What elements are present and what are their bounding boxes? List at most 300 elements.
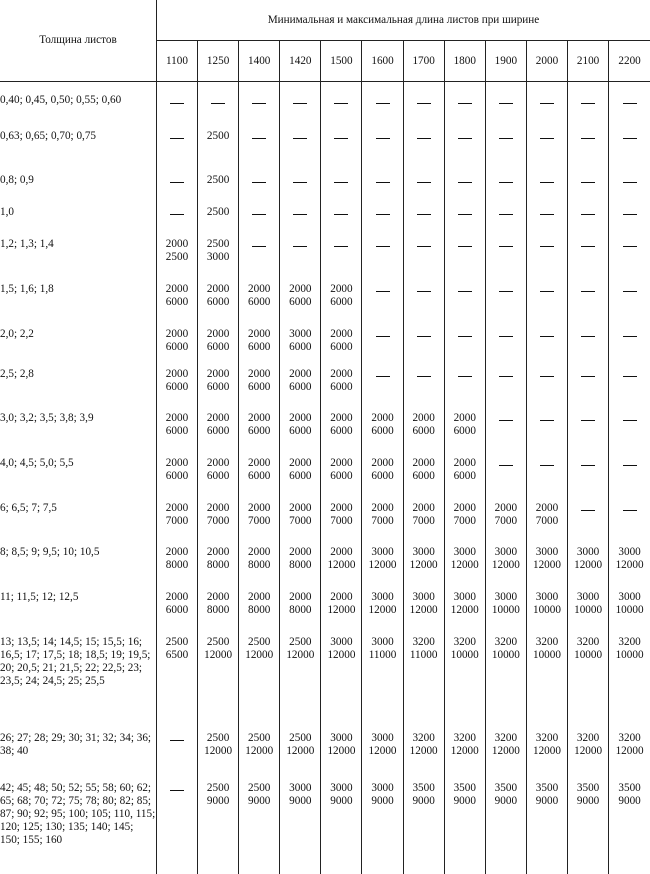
length-cell xyxy=(609,502,650,546)
length-cell xyxy=(156,636,197,732)
length-cell xyxy=(198,457,239,502)
max-length: 10000 xyxy=(491,603,520,616)
max-length: 6000 xyxy=(330,295,353,308)
min-length: 2000 xyxy=(165,456,189,469)
max-length: 3000 xyxy=(206,250,230,263)
length-cell xyxy=(280,368,321,412)
dash-mark xyxy=(458,103,472,104)
max-length: 6000 xyxy=(412,424,435,437)
max-length: 6500 xyxy=(165,648,189,661)
table-row xyxy=(0,412,650,457)
max-length: 12000 xyxy=(368,558,397,571)
dash-mark xyxy=(581,214,595,215)
thickness-cell: 0,8; 0,9 xyxy=(0,174,156,206)
max-length: 9000 xyxy=(248,794,271,807)
length-cell xyxy=(609,546,650,591)
max-length: 6000 xyxy=(330,424,353,437)
width-header-cell: 1600 xyxy=(362,41,403,82)
length-cell xyxy=(403,502,444,546)
length-cell xyxy=(280,283,321,328)
length-cell xyxy=(526,457,567,502)
min-length: 2000 xyxy=(494,501,518,514)
max-length: 9000 xyxy=(289,794,312,807)
length-cell xyxy=(609,283,650,328)
min-length: 2000 xyxy=(289,411,312,424)
dash-mark xyxy=(211,103,225,104)
length-cell xyxy=(403,412,444,457)
length-cell xyxy=(362,82,403,130)
max-length: 12000 xyxy=(491,744,520,757)
max-length: 10000 xyxy=(532,603,561,616)
min-length: 2500 xyxy=(206,129,230,142)
length-cell xyxy=(321,412,362,457)
min-length: 2000 xyxy=(535,501,559,514)
min-length: 3000 xyxy=(289,781,312,794)
length-cell xyxy=(403,206,444,238)
max-length: 9000 xyxy=(618,794,641,807)
dash-mark xyxy=(170,740,184,741)
thickness-cell: 6; 6,5; 7; 7,5 xyxy=(0,502,156,546)
length-cell xyxy=(362,591,403,636)
length-cell xyxy=(444,457,485,502)
max-length: 12000 xyxy=(574,744,603,757)
min-length: 2000 xyxy=(330,456,353,469)
min-length: 2000 xyxy=(371,456,394,469)
min-length: 2000 xyxy=(412,411,435,424)
max-length: 9000 xyxy=(371,794,394,807)
width-header-cell: 1420 xyxy=(280,41,321,82)
length-cell xyxy=(239,412,280,457)
max-length: 6000 xyxy=(165,603,189,616)
length-cell xyxy=(444,732,485,782)
max-length: 6000 xyxy=(330,380,353,393)
length-cell xyxy=(156,412,197,457)
length-cell xyxy=(609,457,650,502)
length-cell xyxy=(280,457,321,502)
max-length: 12000 xyxy=(491,558,520,571)
width-header-cell: 1400 xyxy=(239,41,280,82)
dash-mark xyxy=(252,246,266,247)
length-cell xyxy=(280,546,321,591)
min-length: 3200 xyxy=(412,731,435,744)
min-length: 2500 xyxy=(165,635,189,648)
max-length: 6000 xyxy=(165,295,189,308)
min-length: 3500 xyxy=(412,781,435,794)
length-cell xyxy=(568,502,609,546)
dash-mark xyxy=(252,138,266,139)
max-length: 12000 xyxy=(368,744,397,757)
min-length: 3000 xyxy=(535,590,559,603)
length-cell xyxy=(485,732,526,782)
dash-mark xyxy=(417,336,431,337)
min-length: 2500 xyxy=(248,635,271,648)
dash-mark xyxy=(458,138,472,139)
max-length: 12000 xyxy=(204,648,233,661)
max-length: 6000 xyxy=(453,424,476,437)
min-length: 2500 xyxy=(289,635,312,648)
length-cell xyxy=(444,206,485,238)
length-cell xyxy=(239,206,280,238)
length-cell xyxy=(403,174,444,206)
length-cell xyxy=(156,457,197,502)
dash-mark xyxy=(540,214,554,215)
dash-mark xyxy=(376,291,390,292)
length-cell xyxy=(485,130,526,174)
length-cell xyxy=(444,412,485,457)
length-cell xyxy=(156,328,197,368)
length-cell xyxy=(280,328,321,368)
length-cell xyxy=(198,174,239,206)
dash-mark xyxy=(623,420,637,421)
min-length: 2000 xyxy=(453,501,476,514)
min-length: 2000 xyxy=(165,501,189,514)
length-cell xyxy=(321,368,362,412)
max-length: 11000 xyxy=(368,648,397,661)
min-length: 3000 xyxy=(412,590,435,603)
min-length: 3000 xyxy=(412,545,435,558)
length-cell xyxy=(609,732,650,782)
length-cell xyxy=(362,174,403,206)
length-cell xyxy=(156,82,197,130)
dash-mark xyxy=(170,103,184,104)
dash-mark xyxy=(623,291,637,292)
length-cell xyxy=(403,546,444,591)
length-cell xyxy=(321,130,362,174)
min-length: 2000 xyxy=(248,367,271,380)
length-cell xyxy=(362,206,403,238)
length-cell xyxy=(156,283,197,328)
min-length: 3200 xyxy=(576,731,600,744)
min-length: 2000 xyxy=(412,501,435,514)
length-cell xyxy=(568,546,609,591)
min-length: 3200 xyxy=(535,635,559,648)
min-length: 2000 xyxy=(248,282,271,295)
max-length: 7000 xyxy=(330,514,353,527)
max-length: 12000 xyxy=(409,603,438,616)
min-length: 2000 xyxy=(165,411,189,424)
thickness-cell: 2,5; 2,8 xyxy=(0,368,156,412)
min-length: 2500 xyxy=(206,237,230,250)
dash-mark xyxy=(376,336,390,337)
dash-mark xyxy=(499,182,513,183)
max-length: 6000 xyxy=(412,469,435,482)
length-cell xyxy=(198,328,239,368)
min-length: 2500 xyxy=(248,781,271,794)
table-row xyxy=(0,174,650,206)
length-cell xyxy=(321,174,362,206)
length-cell xyxy=(156,732,197,782)
max-length: 10000 xyxy=(615,648,644,661)
table-row xyxy=(0,130,650,174)
max-length: 6000 xyxy=(248,469,271,482)
length-cell xyxy=(444,502,485,546)
length-cell xyxy=(156,502,197,546)
max-length: 12000 xyxy=(532,744,561,757)
length-cell xyxy=(239,502,280,546)
length-cell xyxy=(609,238,650,283)
max-length: 9000 xyxy=(494,794,518,807)
table-body xyxy=(0,82,650,874)
min-length: 3000 xyxy=(494,545,518,558)
length-cell xyxy=(526,591,567,636)
length-cell xyxy=(526,283,567,328)
min-length: 3000 xyxy=(289,327,312,340)
length-cell xyxy=(239,238,280,283)
table-row xyxy=(0,502,650,546)
width-group-header: Минимальная и максимальная длина листов при ширине xyxy=(156,0,650,41)
max-length: 6000 xyxy=(371,424,394,437)
length-cell xyxy=(568,328,609,368)
max-length: 7000 xyxy=(371,514,394,527)
length-cell xyxy=(609,174,650,206)
length-cell xyxy=(609,412,650,457)
max-length: 12000 xyxy=(327,648,356,661)
length-cell xyxy=(403,732,444,782)
min-length: 2000 xyxy=(206,367,230,380)
length-cell xyxy=(609,206,650,238)
length-cell xyxy=(403,82,444,130)
min-length: 3000 xyxy=(330,781,353,794)
length-cell xyxy=(198,636,239,732)
min-length: 3000 xyxy=(330,731,353,744)
dash-mark xyxy=(376,246,390,247)
dash-mark xyxy=(458,214,472,215)
min-length: 2000 xyxy=(248,501,271,514)
min-length: 2000 xyxy=(412,456,435,469)
max-length: 8000 xyxy=(165,558,189,571)
max-length: 8000 xyxy=(289,603,312,616)
min-length: 2000 xyxy=(206,327,230,340)
length-cell xyxy=(526,206,567,238)
length-cell xyxy=(485,502,526,546)
dash-mark xyxy=(540,103,554,104)
max-length: 9000 xyxy=(535,794,559,807)
max-length: 12000 xyxy=(409,744,438,757)
max-length: 6000 xyxy=(289,380,312,393)
length-cell xyxy=(198,591,239,636)
length-cell xyxy=(321,636,362,732)
max-length: 12000 xyxy=(574,558,603,571)
min-length: 2000 xyxy=(289,501,312,514)
table-row xyxy=(0,368,650,412)
table-row xyxy=(0,457,650,502)
width-header-cell: 2200 xyxy=(609,41,650,82)
length-cell xyxy=(568,238,609,283)
length-cell xyxy=(198,283,239,328)
length-cell xyxy=(568,283,609,328)
dash-mark xyxy=(252,103,266,104)
length-cell xyxy=(198,238,239,283)
length-cell xyxy=(280,502,321,546)
dash-mark xyxy=(417,138,431,139)
dash-mark xyxy=(334,138,348,139)
thickness-cell: 8; 8,5; 9; 9,5; 10; 10,5 xyxy=(0,546,156,591)
thickness-cell: 11; 11,5; 12; 12,5 xyxy=(0,591,156,636)
length-cell xyxy=(362,328,403,368)
dash-mark xyxy=(581,336,595,337)
length-cell xyxy=(485,368,526,412)
max-length: 10000 xyxy=(491,648,520,661)
length-cell xyxy=(239,591,280,636)
length-cell xyxy=(526,502,567,546)
min-length: 2500 xyxy=(206,781,230,794)
length-cell xyxy=(280,82,321,130)
min-length: 2000 xyxy=(165,327,189,340)
max-length: 8000 xyxy=(206,603,230,616)
max-length: 6000 xyxy=(248,340,271,353)
dash-mark xyxy=(417,291,431,292)
dash-mark xyxy=(417,246,431,247)
length-cell xyxy=(156,206,197,238)
width-header-cell: 1100 xyxy=(156,41,197,82)
dash-mark xyxy=(170,214,184,215)
dash-mark xyxy=(170,182,184,183)
max-length: 7000 xyxy=(165,514,189,527)
min-length: 3000 xyxy=(618,590,641,603)
min-length: 2000 xyxy=(206,545,230,558)
length-cell xyxy=(362,130,403,174)
table-row xyxy=(0,732,650,782)
length-cell xyxy=(321,502,362,546)
min-length: 2000 xyxy=(206,590,230,603)
dash-mark xyxy=(293,182,307,183)
max-length: 9000 xyxy=(206,794,230,807)
max-length: 6000 xyxy=(330,340,353,353)
min-length: 3200 xyxy=(412,635,435,648)
length-cell xyxy=(526,238,567,283)
length-cell xyxy=(444,174,485,206)
thickness-cell: 1,2; 1,3; 1,4 xyxy=(0,238,156,283)
min-length: 2000 xyxy=(330,327,353,340)
dash-mark xyxy=(458,291,472,292)
width-header-cell: 1900 xyxy=(485,41,526,82)
max-length: 10000 xyxy=(574,603,603,616)
length-cell xyxy=(485,82,526,130)
length-cell xyxy=(526,174,567,206)
length-cell xyxy=(609,591,650,636)
max-length: 7000 xyxy=(453,514,476,527)
length-cell xyxy=(280,238,321,283)
length-cell xyxy=(526,412,567,457)
dash-mark xyxy=(581,291,595,292)
max-length: 10000 xyxy=(574,648,603,661)
dash-mark xyxy=(540,291,554,292)
min-length: 2000 xyxy=(289,456,312,469)
max-length: 9000 xyxy=(412,794,435,807)
min-length: 3200 xyxy=(494,635,518,648)
dash-mark xyxy=(293,138,307,139)
min-length: 3000 xyxy=(494,590,518,603)
dash-mark xyxy=(293,214,307,215)
dash-mark xyxy=(499,291,513,292)
dash-mark xyxy=(581,138,595,139)
length-cell xyxy=(568,457,609,502)
length-cell xyxy=(444,328,485,368)
thickness-cell: 26; 27; 28; 29; 30; 31; 32; 34; 36; 38; 40 xyxy=(0,732,156,782)
dash-mark xyxy=(458,246,472,247)
length-cell xyxy=(321,82,362,130)
dash-mark xyxy=(499,420,513,421)
min-length: 3000 xyxy=(453,545,476,558)
dash-mark xyxy=(623,510,637,511)
dash-mark xyxy=(581,103,595,104)
length-cell xyxy=(526,636,567,732)
dash-mark xyxy=(581,246,595,247)
dash-mark xyxy=(499,246,513,247)
min-length: 3000 xyxy=(371,545,394,558)
min-length: 3500 xyxy=(576,781,600,794)
length-cell xyxy=(485,328,526,368)
min-length: 3200 xyxy=(494,731,518,744)
min-length: 2000 xyxy=(289,545,312,558)
max-length: 6000 xyxy=(248,380,271,393)
length-cell xyxy=(239,636,280,732)
length-cell xyxy=(239,283,280,328)
min-length: 2000 xyxy=(248,456,271,469)
min-length: 2000 xyxy=(330,282,353,295)
length-cell xyxy=(362,502,403,546)
max-length: 11000 xyxy=(409,648,438,661)
table-row xyxy=(0,206,650,238)
max-length: 9000 xyxy=(453,794,476,807)
length-cell xyxy=(198,130,239,174)
length-cell xyxy=(321,328,362,368)
width-header-cell: 1500 xyxy=(321,41,362,82)
dash-mark xyxy=(540,246,554,247)
length-cell xyxy=(239,82,280,130)
thickness-cell: 13; 13,5; 14; 14,5; 15; 15,5; 16; 16,5; 17; 17,5; 18; 18,5; 19; 19,5; 20; 20,5; 21; 21,5; 22; 22,5; 23; 23,5; 24; 24,5; 25; 25,5 xyxy=(0,636,156,732)
length-cell xyxy=(485,283,526,328)
length-cell xyxy=(444,368,485,412)
length-cell xyxy=(444,82,485,130)
length-cell xyxy=(568,732,609,782)
min-length: 3200 xyxy=(535,731,559,744)
length-cell xyxy=(239,328,280,368)
dash-mark xyxy=(376,138,390,139)
min-length: 3200 xyxy=(618,731,641,744)
max-length: 6000 xyxy=(206,380,230,393)
min-length: 2000 xyxy=(165,237,189,250)
max-length: 8000 xyxy=(289,558,312,571)
min-length: 2000 xyxy=(165,282,189,295)
thickness-cell: 4,0; 4,5; 5,0; 5,5 xyxy=(0,457,156,502)
length-cell xyxy=(156,368,197,412)
min-length: 3000 xyxy=(371,590,394,603)
dash-mark xyxy=(458,376,472,377)
min-length: 2000 xyxy=(206,282,230,295)
length-cell xyxy=(485,174,526,206)
dash-mark xyxy=(581,376,595,377)
dash-mark xyxy=(293,246,307,247)
dash-mark xyxy=(623,103,637,104)
max-length: 12000 xyxy=(245,648,274,661)
dash-mark xyxy=(623,214,637,215)
length-cell xyxy=(568,174,609,206)
length-cell xyxy=(321,457,362,502)
max-length: 12000 xyxy=(204,744,233,757)
max-length: 7000 xyxy=(412,514,435,527)
length-cell xyxy=(568,591,609,636)
max-length: 12000 xyxy=(532,558,561,571)
length-cell xyxy=(485,591,526,636)
min-length: 2500 xyxy=(206,731,230,744)
dash-mark xyxy=(252,182,266,183)
length-cell xyxy=(280,636,321,732)
dash-mark xyxy=(623,465,637,466)
min-length: 3000 xyxy=(371,635,394,648)
length-cell xyxy=(568,82,609,130)
max-length: 8000 xyxy=(206,558,230,571)
